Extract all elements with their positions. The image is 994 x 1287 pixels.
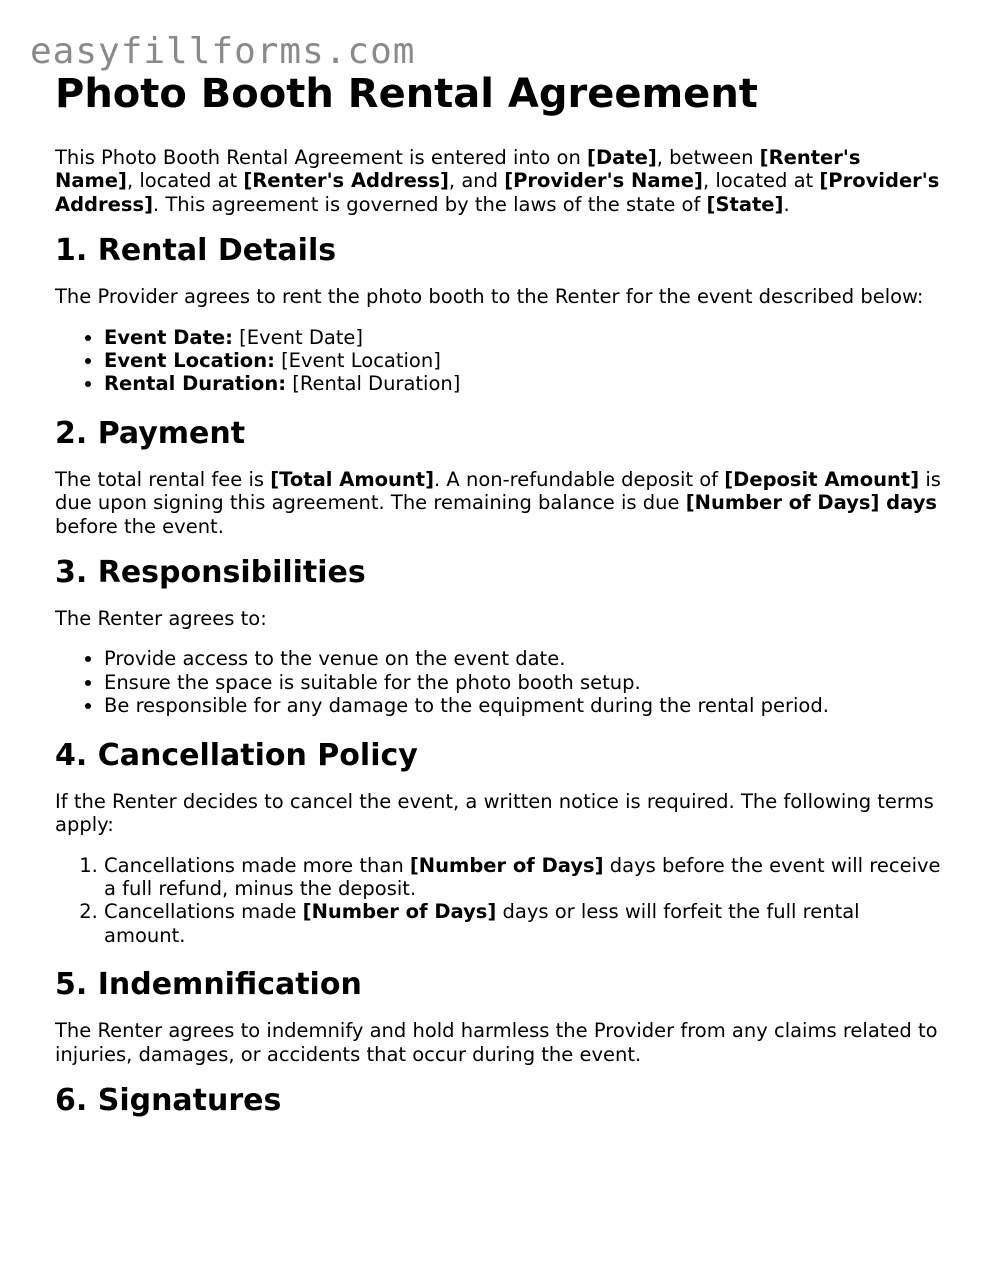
intro-text: , and [448, 169, 505, 193]
list-item [104, 854, 945, 901]
payment-text: The total rental fee is [55, 467, 271, 491]
list-item: • Provide access to the venue on the event date. [104, 647, 945, 670]
section-heading-rental-details: 1. Rental Details [55, 233, 337, 269]
payment-text: . A non-refundable deposit of [434, 467, 725, 491]
section-heading-signatures: 6. Signatures [55, 1082, 282, 1118]
intro-text: This Photo Booth Rental Agreement is entered into on [55, 146, 588, 169]
item-label: Event Location: [104, 349, 275, 373]
list-item: • Be responsible for any damage to the equipment during the rental period. [104, 694, 945, 717]
date-placeholder: [Date] [587, 146, 657, 169]
intro-text: , located at [126, 169, 244, 193]
item-text: days before the event will receive a full refund, minus the deposit. [104, 853, 941, 900]
item-value: [Event Date] [232, 325, 364, 349]
item-text: Cancellations made [104, 900, 303, 924]
indemnification-text: The Renter agrees to indemnify and hold harmless the Provider from any claims related to injuries, damages, or accidents that occur during the event. [55, 1019, 938, 1066]
responsibilities-text: The Renter agrees to: [55, 607, 267, 631]
list-item [104, 326, 945, 349]
payment-text: is due upon signing this agreement. The remaining balance is due [55, 467, 941, 515]
provider-name-placeholder: [Provider's Name] [504, 169, 703, 193]
section-heading-payment: 2. Payment [55, 415, 246, 451]
cancellation-list [55, 854, 945, 948]
intro-text: . This agreement is governed by the laws of the state of [152, 192, 707, 216]
payment-paragraph [55, 468, 945, 538]
intro-text: , between [656, 146, 760, 169]
number-of-days-placeholder: [Number of Days] [302, 900, 497, 924]
list-item [104, 900, 945, 947]
section-heading-cancellation-policy: 4. Cancellation Policy [55, 737, 418, 773]
deposit-amount-placeholder: [Deposit Amount] [724, 467, 920, 491]
list-item: • Ensure the space is suitable for the photo booth setup. [104, 671, 945, 694]
intro-text: , located at [702, 169, 820, 193]
watermark: easyfillforms.com [30, 31, 416, 72]
intro-paragraph [55, 146, 945, 216]
rental-details-list [55, 326, 945, 396]
section-heading-responsibilities: 3. Responsibilities [55, 555, 366, 591]
total-amount-placeholder: [Total Amount] [270, 467, 435, 491]
state-placeholder: [State] [706, 192, 784, 216]
number-of-days-placeholder: [Number of Days] [409, 853, 604, 877]
provider-address-placeholder: [Provider's Address] [55, 169, 940, 216]
item-label: Rental Duration: [104, 372, 287, 396]
intro-text: . [783, 192, 790, 216]
document-title: Photo Booth Rental Agreement [55, 71, 758, 117]
renter-name-placeholder: [Renter's Name] [55, 146, 861, 193]
list-item [104, 372, 945, 395]
cancellation-text: If the Renter decides to cancel the event, a written notice is required. The following terms apply: [55, 789, 934, 837]
rental-details-text: The Provider agrees to rent the photo booth to the Renter for the event described below: [55, 285, 924, 309]
item-value: [Rental Duration] [286, 372, 461, 396]
item-text: days or less will forfeit the full rental amount. [104, 900, 860, 947]
document-body [55, 70, 945, 1135]
responsibilities-list [55, 647, 945, 717]
section-heading-indemnification: 5. Indemnification [55, 967, 362, 1003]
list-item [104, 349, 945, 372]
item-text: Cancellations made more than [104, 853, 410, 877]
item-label: Event Date: [104, 325, 233, 349]
payment-text: before the event. [55, 514, 224, 538]
renter-address-placeholder: [Renter's Address] [243, 169, 449, 193]
number-of-days-placeholder: [Number of Days] days [685, 491, 938, 515]
item-value: [Event Location] [274, 349, 441, 373]
